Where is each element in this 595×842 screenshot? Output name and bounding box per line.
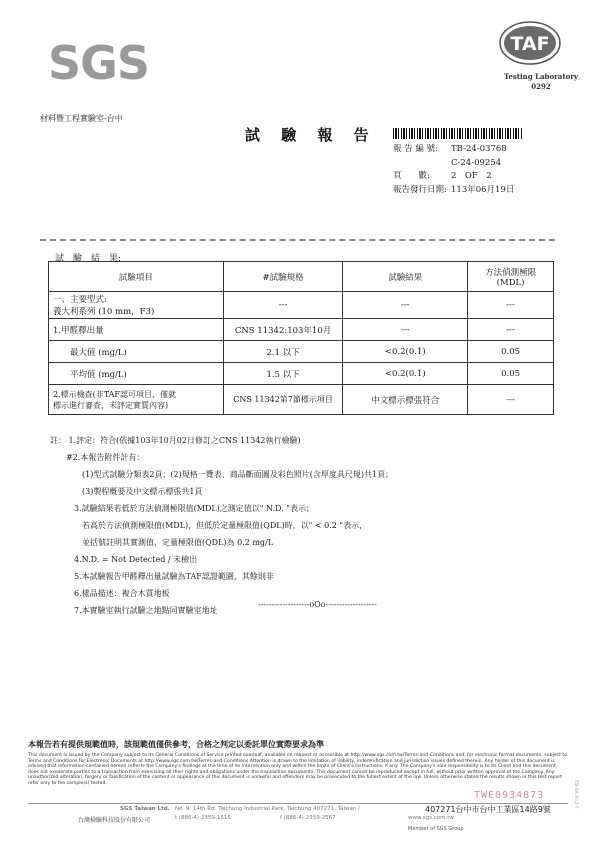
cell-result: <0.2(0.1): [343, 341, 468, 363]
col-header-item: 試驗項目: [49, 262, 224, 292]
note-line: 5.本試驗報告甲醛釋出量試驗為TAF認證範圍，其餘則非: [50, 572, 274, 581]
disclaimer-zh: 本報告若有提供規範值時，該規範值僅供參考，合格之判定以委託單位實際要求為準: [28, 739, 324, 749]
footer-web: www.sgs.com.tw: [408, 815, 454, 821]
results-label: 試 驗 結 果:: [55, 254, 122, 264]
divider: [40, 239, 555, 241]
cell-item: 1.甲醛釋出量: [49, 319, 224, 341]
page-value: 2 OF 2: [451, 171, 492, 181]
note-line: 7.本實驗室執行試驗之地點同實驗室地址: [50, 606, 218, 615]
table-row: [49, 385, 554, 415]
note-line: (3)製程概要及中文標示標張共1頁: [50, 487, 203, 496]
footer-address-zh: 407271台中市台中工業區14路9號: [425, 805, 551, 814]
note-line: 並括號註明其實測值，定量極限值(QDL)為 0.2 mg/L: [50, 538, 274, 547]
disclaimer-en: This document is issued by the Company subject to its General Conditions of Service printed overleaf, available on request or accessible at http://www.sgs.com.tw/Terms-and-Conditions and, for electronic format documents, subject to Terms and Conditions for Electronic Documents at http://www.sgs.com.tw/Terms-and-Conditions Attention is drawn to the limitation of liability, indemnification and jurisdiction issues defined therein. Any holder of this document is advised that information contained hereon reflects the Company's findings at the time of its intervention only and within the limits of Client's instructions, if any. The Company's sole responsibility is to its Client and this document does not exonerate parties to a transaction from exercising all their rights and obligations under the transaction documents. This document cannot be reproduced except in full, without prior written approval of the Company. Any unauthorized alteration, forgery or falsification of the content or appearance of this document is unlawful and offenders may be prosecuted to the fullest extent of the law. Unless otherwise stated the results shown in this test report refer only to the sample(s) tested.: [28, 753, 567, 786]
report-no-label: 報 告 編 號:: [393, 144, 438, 154]
cell-mdl: ---: [468, 385, 554, 415]
cell-spec: CNS 11342第7節標示項目: [223, 385, 343, 415]
footer-tel: t (886-4) 2359-1515: [175, 815, 231, 821]
report-meta: [393, 143, 514, 197]
col-header-mdl: 方法偵測極限 (MDL): [468, 262, 554, 292]
side-code: TB-0A-S13-7: [573, 780, 578, 809]
footer: [28, 803, 568, 832]
cell-spec: 1.5 以下: [223, 363, 343, 385]
cell-item: 2.標示檢查(非TAF認可項目，僅就 標示進行審查，未評定實質內容): [49, 385, 224, 415]
report-no-1: TB-24-03768: [451, 144, 507, 154]
table-row: [49, 363, 554, 385]
results-table: [48, 261, 554, 415]
cell-item: 平均值 (mg/L): [49, 363, 224, 385]
note-line: 4.N.D. = Not Detected / 未檢出: [50, 555, 198, 564]
table-header-row: [49, 262, 554, 292]
note-line: 6.樣品描述：複合木質地板: [50, 589, 170, 598]
notes: [50, 432, 394, 619]
table-row: [49, 319, 554, 341]
table-row: [49, 292, 554, 319]
cell-item: 最大值 (mg/L): [49, 341, 224, 363]
page-title: 試 驗 報 告: [245, 126, 377, 144]
cell-spec: 2.1 以下: [223, 341, 343, 363]
note-line: 若高於方法偵測極限值(MDL)，但低於定量極限值(QDL)時，以" < 0.2 "表示，: [50, 521, 368, 530]
cell-result: ---: [343, 319, 468, 341]
footer-company-zh: 台灣檢驗科技股份有限公司: [78, 817, 151, 824]
cell-mdl: 0.05: [468, 341, 554, 363]
table-row: [49, 341, 554, 363]
note-line: (1)型式試驗分類表2頁；(2)規格一覽表、商品斷面圖及彩色照片(含厚度具尺規)共1頁；: [50, 470, 394, 479]
cell-spec: CNS 11342:103年10月: [223, 319, 343, 341]
report-no-2: C-24-09254: [451, 157, 502, 168]
cell-mdl: ---: [468, 319, 554, 341]
serial-number: TWE0934873: [474, 790, 545, 801]
col-header-spec: #試驗規格: [223, 262, 343, 292]
cell-mdl: ---: [468, 292, 554, 319]
footer-member: Member of SGS Group: [408, 826, 464, 832]
note-line: 註： 1.評定：符合(依據103年10月02日修訂之CNS 11342執行檢驗): [50, 436, 301, 445]
cell-item: 一、主要型式: 義大利系列 (10 mm，F3): [49, 292, 224, 319]
taf-logo: [498, 20, 562, 66]
date-value: 113年06月19日: [451, 184, 515, 195]
end-of-report-mark: -------------------oOo-------------------: [258, 600, 377, 609]
note-line: #2.本報告附件計有：: [50, 453, 145, 462]
barcode: [393, 128, 523, 139]
footer-company: SGS Taiwan Ltd.: [120, 806, 170, 812]
cell-result: ---: [343, 292, 468, 319]
footer-fax: f (886-4) 2359-2567: [280, 815, 336, 821]
page-label: 頁 數:: [393, 171, 430, 181]
cell-spec: ---: [223, 292, 343, 319]
cell-mdl: 0.05: [468, 363, 554, 385]
footer-address: No. 9, 14th Rd. Taichung Industrial Park, Taichung 407271, Taiwan /: [175, 806, 360, 812]
sgs-logo: SGS: [48, 36, 150, 90]
cell-result: 中文標示標張符合: [343, 385, 468, 415]
taf-logo-text: TAF: [510, 33, 550, 55]
col-header-result: 試驗結果: [343, 262, 468, 292]
date-label: 報告發行日期:: [393, 184, 447, 195]
cell-result: <0.2(0.1): [343, 363, 468, 385]
note-line: 3.試驗結果若低於方法偵測極限值(MDL)之測定值以" N.D. "表示；: [50, 504, 314, 513]
taf-caption: Testing Laboratory 0292: [503, 72, 579, 91]
lab-name: 材料暨工程實驗室-台中: [40, 114, 123, 123]
